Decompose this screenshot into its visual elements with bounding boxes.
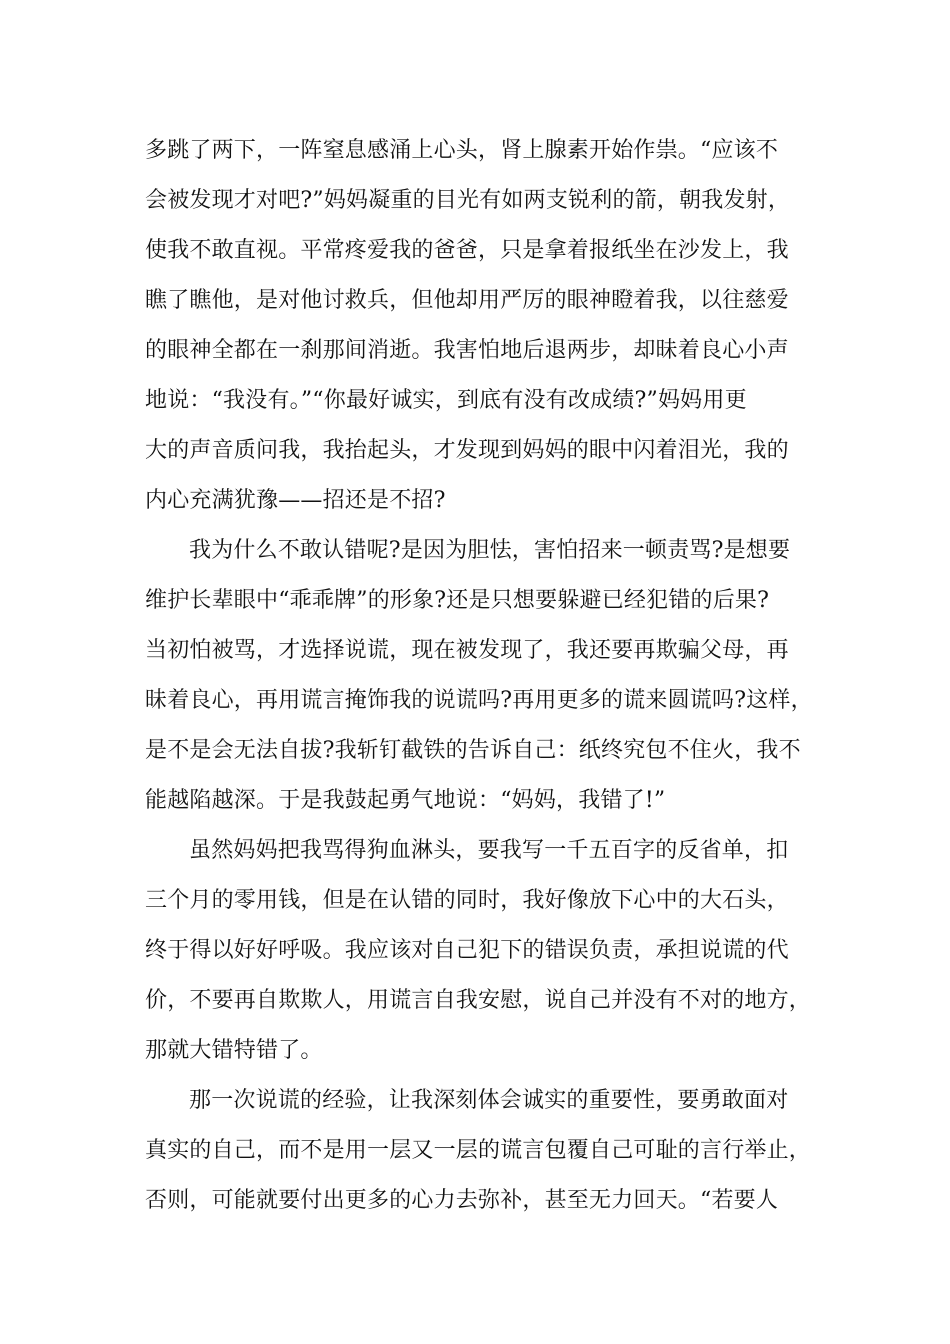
- text-line: 否则，可能就要付出更多的心力去弥补，甚至无力回天。“若要人: [145, 1188, 779, 1213]
- text-line: 真实的自己，而不是用一层又一层的谎言包覆自己可耻的言行举止，: [145, 1138, 812, 1163]
- text-line: 那就大错特错了。: [145, 1038, 323, 1063]
- paragraph-start-line: 那一次说谎的经验，让我深刻体会诚实的重要性，要勇敢面对: [189, 1088, 789, 1113]
- text-line: 能越陷越深。于是我鼓起勇气地说：“妈妈，我错了!”: [145, 788, 666, 813]
- text-line: 地说：“我没有。”“你最好诚实，到底有没有改成绩?”妈妈用更: [145, 388, 747, 413]
- text-line: 三个月的零用钱，但是在认错的同时，我好像放下心中的大石头，: [145, 888, 789, 913]
- text-line: 昧着良心，再用谎言掩饰我的说谎吗?再用更多的谎来圆谎吗?这样，: [145, 688, 813, 713]
- document-body: [145, 126, 821, 1226]
- text-line: 使我不敢直视。平常疼爱我的爸爸，只是拿着报纸坐在沙发上，我: [145, 238, 789, 263]
- text-line: 是不是会无法自拔?我斩钉截铁的告诉自己：纸终究包不住火，我不: [145, 738, 801, 763]
- text-line: 多跳了两下，一阵窒息感涌上心头，肾上腺素开始作祟。“应该不: [145, 138, 779, 163]
- text-line: 终于得以好好呼吸。我应该对自己犯下的错误负责，承担说谎的代: [145, 938, 789, 963]
- text-line: 维护长辈眼中“乖乖牌”的形象?还是只想要躲避已经犯错的后果?: [145, 588, 770, 613]
- text-line: 内心充满犹豫——招还是不招?: [145, 488, 446, 513]
- paragraph-start-line: 虽然妈妈把我骂得狗血淋头，要我写一千五百字的反省单，扣: [189, 838, 789, 863]
- text-line: 的眼神全都在一刹那间消逝。我害怕地后退两步，却昧着良心小声: [145, 338, 789, 363]
- text-line: 价，不要再自欺欺人，用谎言自我安慰，说自己并没有不对的地方，: [145, 988, 812, 1013]
- text-line: 会被发现才对吧?”妈妈凝重的目光有如两支锐利的箭，朝我发射，: [145, 188, 791, 213]
- text-line: 大的声音质问我，我抬起头，才发现到妈妈的眼中闪着泪光，我的: [145, 438, 789, 463]
- text-line: 瞧了瞧他，是对他讨救兵，但他却用严厉的眼神瞪着我，以往慈爱: [145, 288, 789, 313]
- paragraph-start-line: 我为什么不敢认错呢?是因为胆怯，害怕招来一顿责骂?是想要: [189, 538, 791, 563]
- text-line: 当初怕被骂，才选择说谎，现在被发现了，我还要再欺骗父母，再: [145, 638, 789, 663]
